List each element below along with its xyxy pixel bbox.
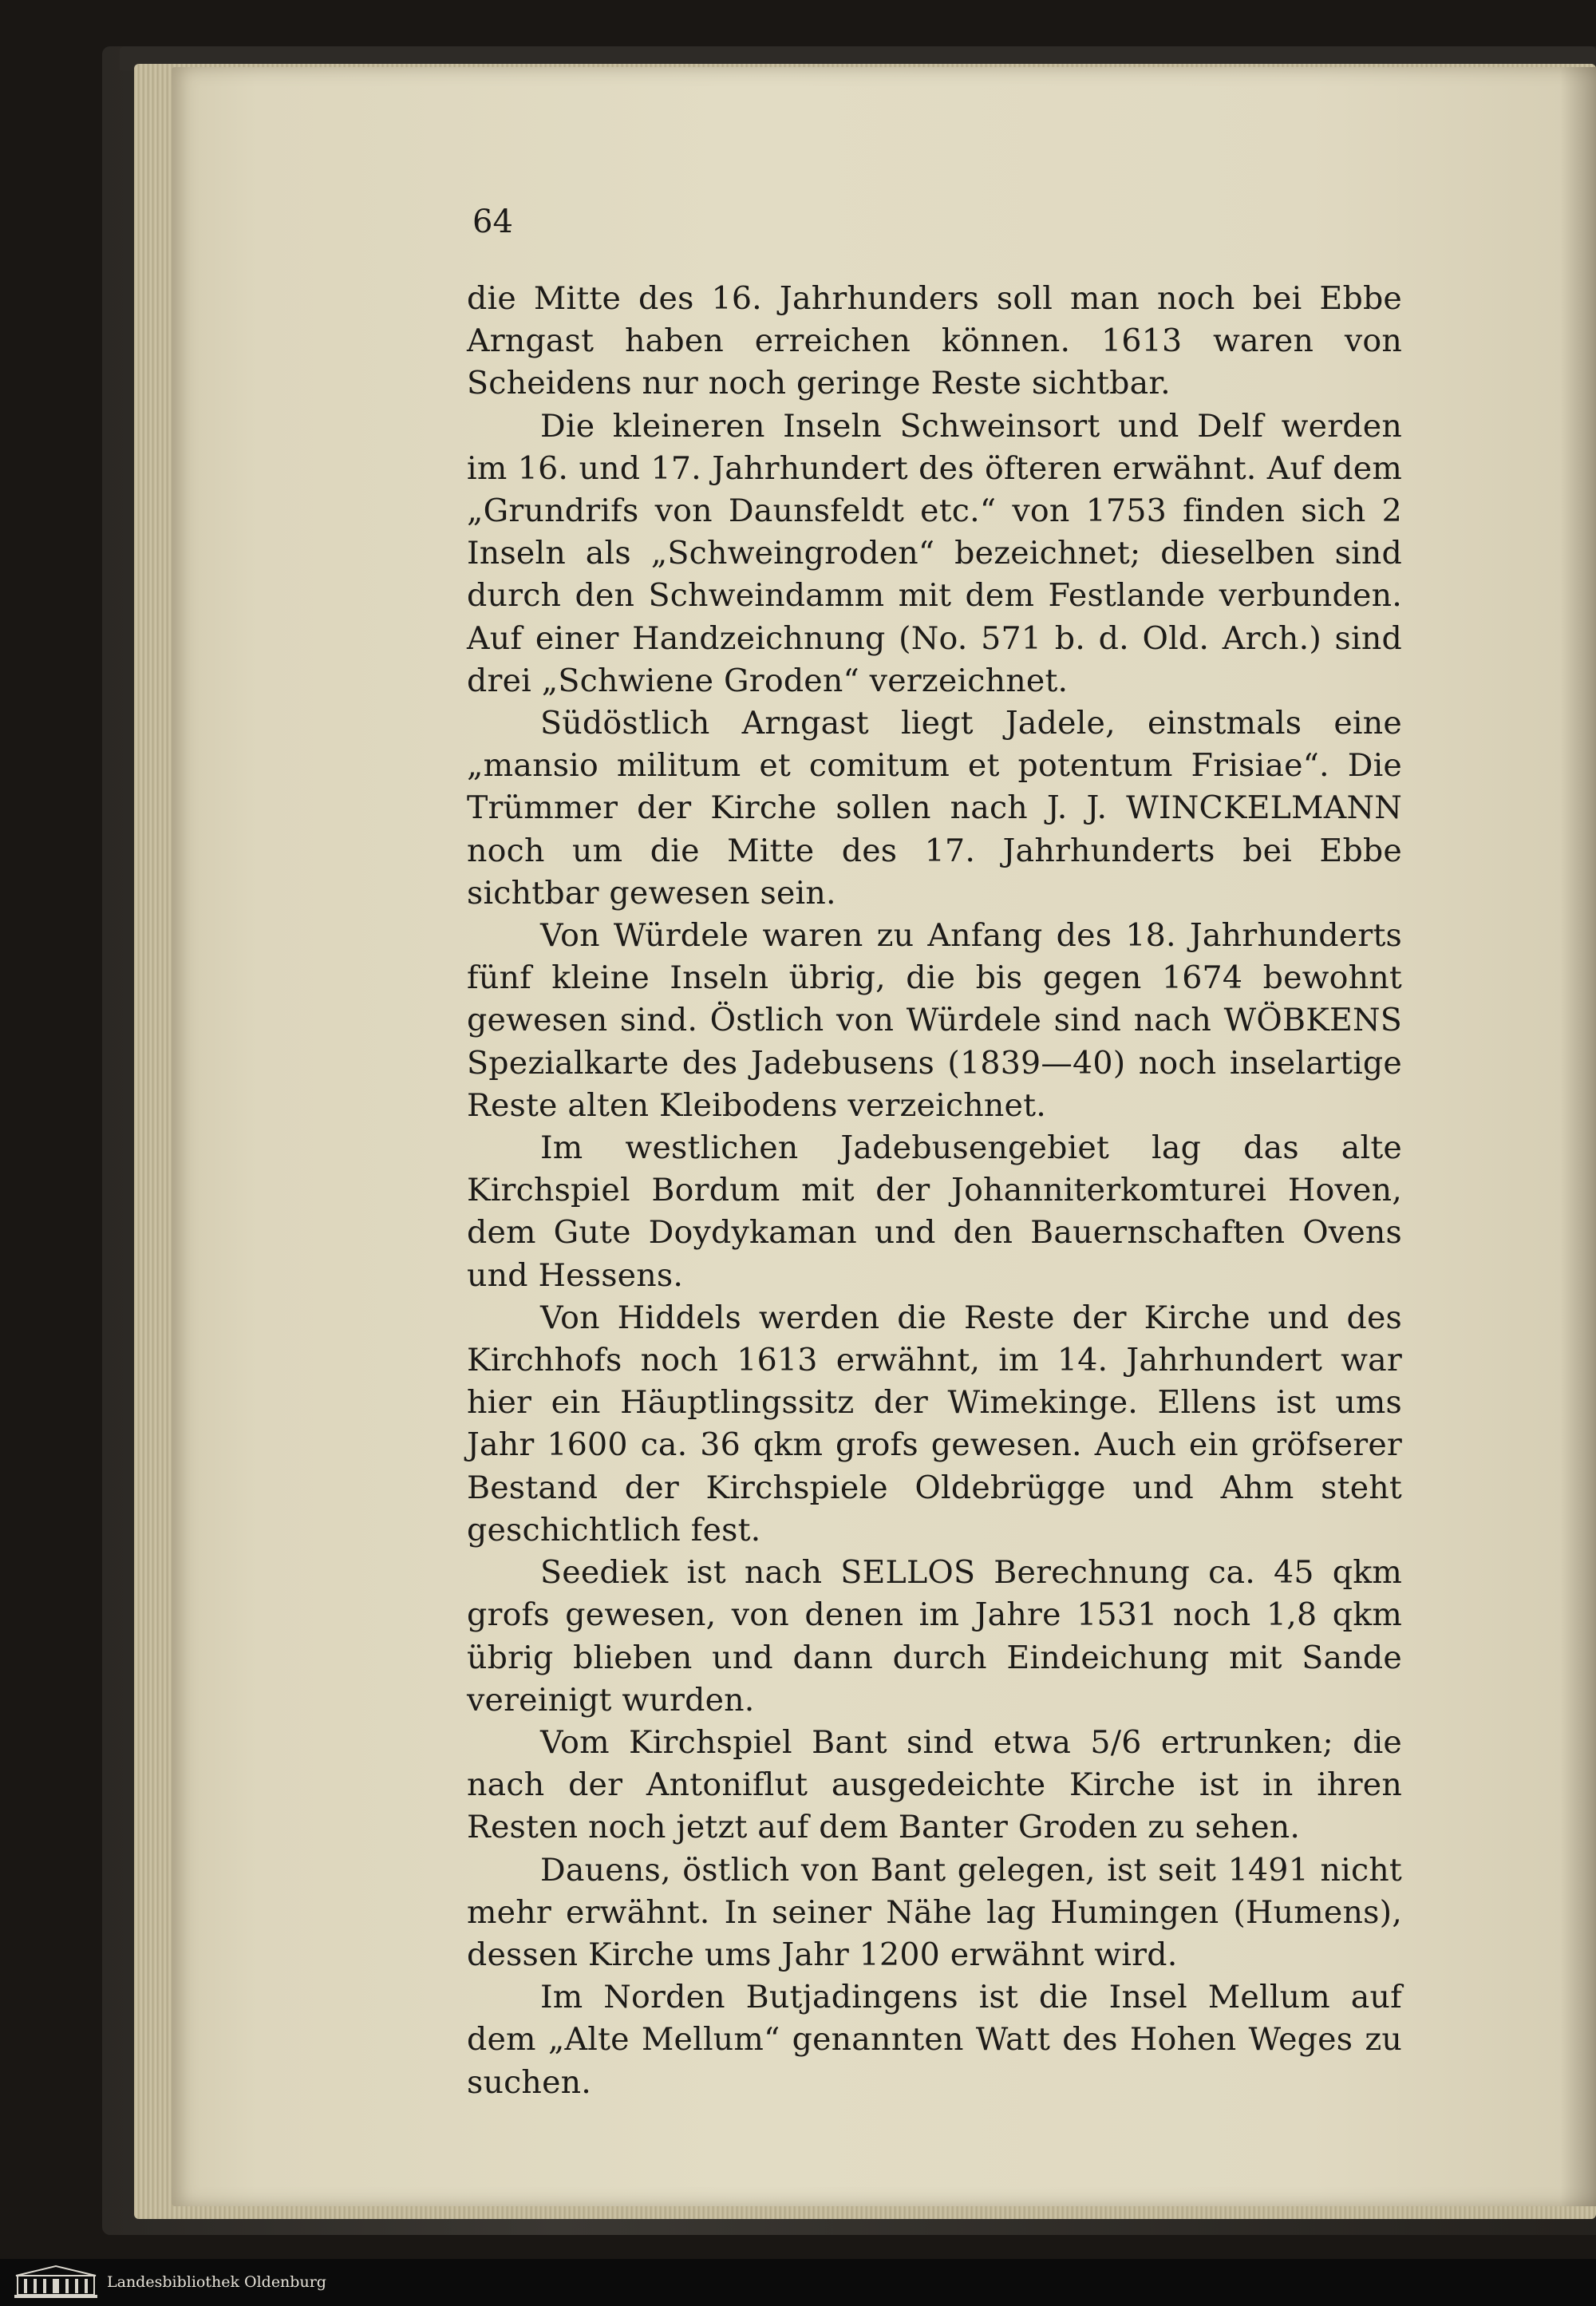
paragraph: Im westlichen Jadebusengebiet lag das alte Kirchspiel Bordum mit der Johanniterkomturei Hoven, dem Gute Doydykaman und den Bauernschaften Ovens und Hessens.	[467, 1129, 1402, 1294]
paragraph: Südöstlich Arngast liegt Jadele, einstmals eine „mansio militum et comitum et potentum Frisiae“. Die Trümmer der Kirche sollen nach J. J. WINCKELMANN noch um die Mitte des 17. Jahrhunderts bei Ebbe sichtbar gewesen sein.	[467, 705, 1402, 912]
body-text	[467, 278, 1402, 2104]
library-name: Landesbibliothek Oldenburg	[107, 2273, 326, 2291]
paragraph: Im Norden Butjadingens ist die Insel Mellum auf dem „Alte Mellum“ genannten Watt des Hohen Weges zu suchen.	[467, 1979, 1402, 2101]
page-gutter-shadow	[1560, 67, 1596, 2206]
paragraph: Von Würdele waren zu Anfang des 18. Jahrhunderts fünf kleine Inseln übrig, die bis gegen 1674 bewohnt gewesen sind. Östlich von Würdele sind nach WÖBKENS Spezialkarte des Jadebusens (1839—40) noch inselartige Reste alten Kleibodens verzeichnet.	[467, 917, 1402, 1124]
paragraph: Vom Kirchspiel Bant sind etwa 5/6 ertrunken; die nach der Antoniflut ausgedeichte Kirche ist in ihren Resten noch jetzt auf dem Banter Groden zu sehen.	[467, 1723, 1402, 1846]
paragraph: Seediek ist nach SELLOS Berechnung ca. 45 qkm grofs gewesen, von denen im Jahre 1531 noch 1,8 qkm übrig blieben und dann durch Eindeichung mit Sande vereinigt wurden.	[467, 1554, 1402, 1719]
paragraph: die Mitte des 16. Jahrhunders soll man noch bei Ebbe Arngast haben erreichen können. 1613 waren von Scheidens nur noch geringe Reste sichtbar.	[467, 280, 1402, 402]
library-building-logo-icon	[13, 2264, 99, 2300]
page-number: 64	[472, 204, 513, 240]
paragraph: Die kleineren Inseln Schweinsort und Delf werden im 16. und 17. Jahrhundert des öfteren erwähnt. Auf dem „Grundrifs von Daunsfeldt etc.“ von 1753 finden sich 2 Inseln als „Schweingroden“ bezeichnet; dieselben sind durch den Schweindamm mit dem Festlande verbunden. Auf einer Handzeichnung (No. 571 b. d. Old. Arch.) sind drei „Schwiene Groden“ verzeichnet.	[467, 407, 1402, 699]
paragraph: Von Hiddels werden die Reste der Kirche und des Kirchhofs noch 1613 erwähnt, im 14. Jahrhundert war hier ein Häuptlingssitz der Wimekinge. Ellens ist ums Jahr 1600 ca. 36 qkm grofs gewesen. Auch ein gröfserer Bestand der Kirchspiele Oldebrügge und Ahm steht geschichtlich fest.	[467, 1299, 1402, 1549]
paragraph: Dauens, östlich von Bant gelegen, ist seit 1491 nicht mehr erwähnt. In seiner Nähe lag Humingen (Humens), dessen Kirche ums Jahr 1200 erwähnt wird.	[467, 1851, 1402, 1973]
